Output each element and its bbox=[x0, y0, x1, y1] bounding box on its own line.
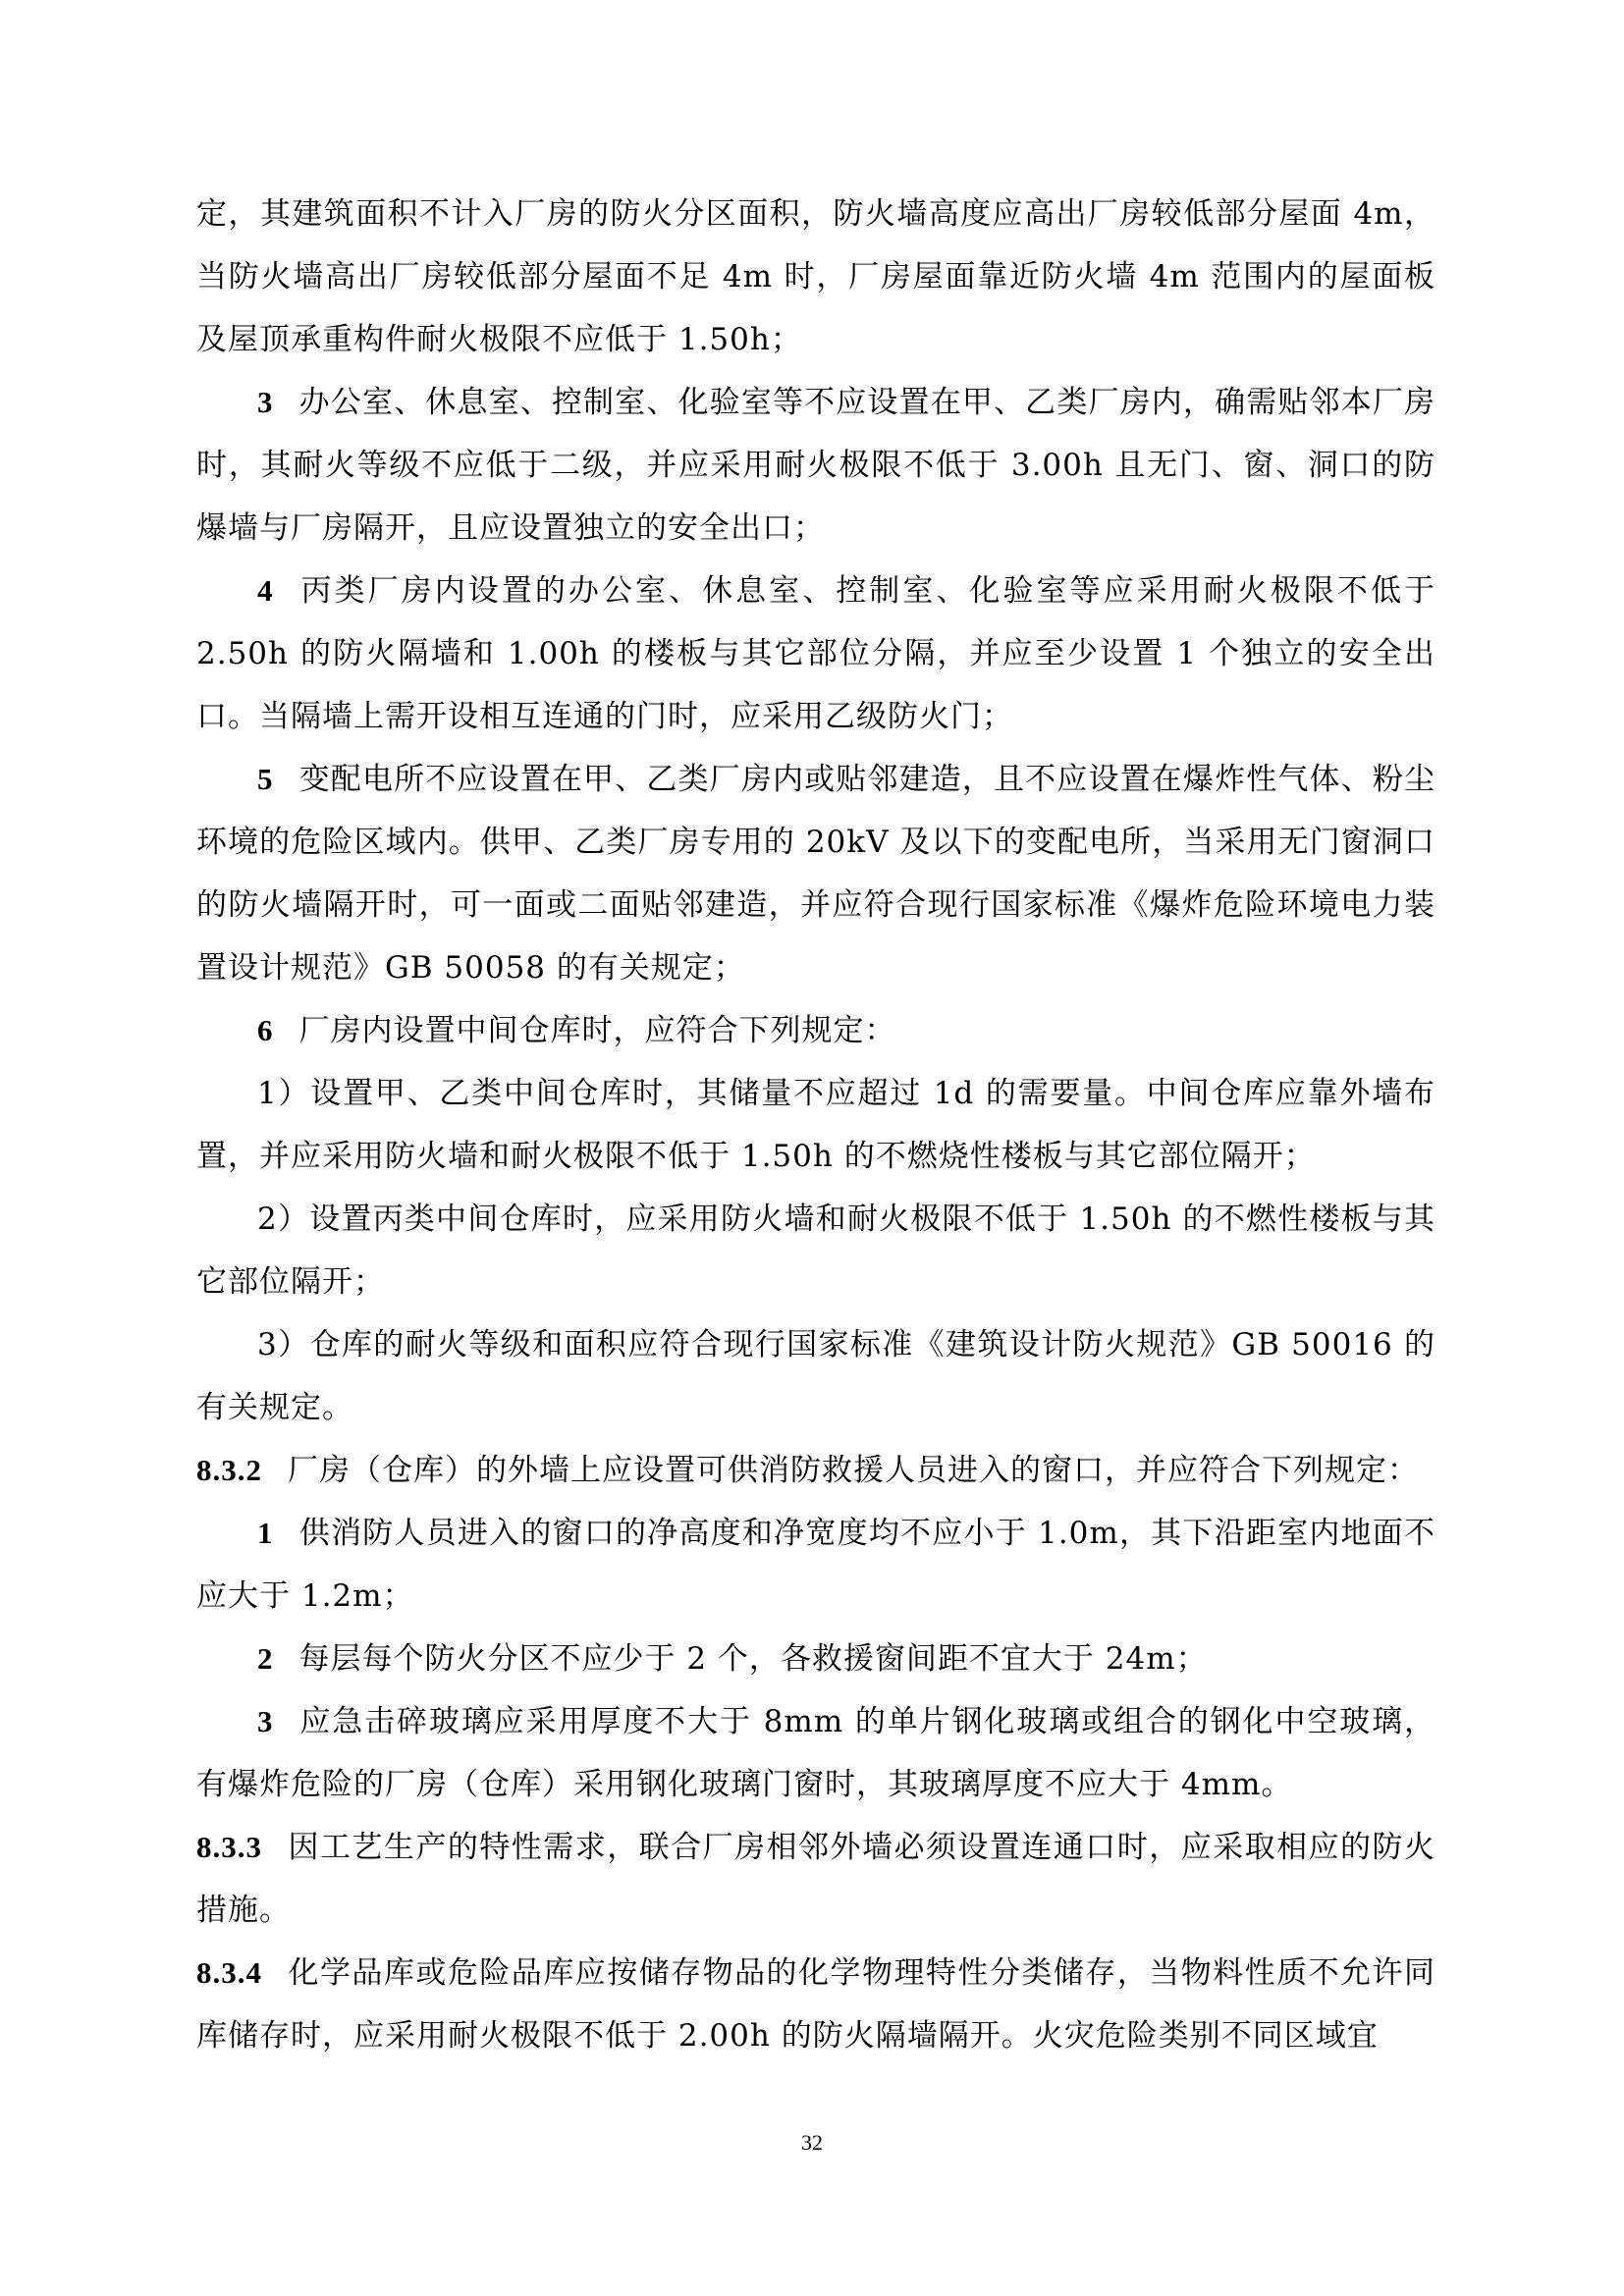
clause-2-rescue-window-count bbox=[196, 1628, 1435, 1690]
section-number: 8.3.3 bbox=[196, 1830, 262, 1864]
clause-number: 1 bbox=[257, 1516, 274, 1550]
clause-text: 应急击碎玻璃应采用厚度不大于 8mm 的单片钢化玻璃或组合的钢化中空玻璃，有爆炸危险的厂房（仓库）采用钢化玻璃门窗时，其玻璃厚度不应大于 4mm。 bbox=[196, 1704, 1435, 1802]
sub-item-text: 1）设置甲、乙类中间仓库时，其储量不应超过 1d 的需要量。中间仓库应靠外墙布置，并应采用防火墙和耐火极限不低于 1.50h 的不燃烧性楼板与其它部位隔开； bbox=[196, 1076, 1435, 1174]
clause-text: 丙类厂房内设置的办公室、休息室、控制室、化验室等应采用耐火极限不低于 2.50h 的防火隔墙和 1.00h 的楼板与其它部位分隔，并应至少设置 1 个独立的安全出口。当隔墙上需开设相互连通的门时，应采用乙级防火门； bbox=[196, 573, 1435, 734]
section-8-3-3 bbox=[196, 1816, 1435, 1942]
section-text: 因工艺生产的特性需求，联合厂房相邻外墙必须设置连通口时，应采取相应的防火措施。 bbox=[196, 1830, 1435, 1928]
sub-item-2 bbox=[196, 1188, 1435, 1313]
clause-number: 5 bbox=[257, 762, 274, 796]
section-8-3-2 bbox=[196, 1439, 1435, 1502]
clause-text: 变配电所不应设置在甲、乙类厂房内或贴邻建造，且不应设置在爆炸性气体、粉尘环境的危险区域内。供甲、乙类厂房专用的 20kV 及以下的变配电所，当采用无门窗洞口的防火墙隔开时，可一面或二面贴邻建造，并应符合现行国家标准《爆炸危险环境电力装置设计规范》GB 50058 的有关规定； bbox=[196, 762, 1435, 986]
clause-number: 3 bbox=[257, 385, 274, 419]
section-text: 化学品库或危险品库应按储存物品的化学物理特性分类储存，当物料性质不允许同库储存时，应采用耐火极限不低于 2.00h 的防火隔墙隔开。火灾危险类别不同区域宜 bbox=[196, 1955, 1435, 2054]
page-number: 32 bbox=[801, 2130, 823, 2155]
clause-text: 厂房内设置中间仓库时，应符合下列规定： bbox=[298, 1013, 896, 1048]
clause-1-rescue-window-size bbox=[196, 1502, 1435, 1628]
clause-number: 6 bbox=[257, 1013, 274, 1047]
paragraph-continuation bbox=[196, 183, 1435, 371]
clause-3-tempered-glass bbox=[196, 1690, 1435, 1816]
sub-item-3 bbox=[196, 1313, 1435, 1439]
clause-6-intermediate-warehouse bbox=[196, 999, 1435, 1062]
clause-text: 每层每个防火分区不应少于 2 个，各救援窗间距不宜大于 24m； bbox=[298, 1641, 1208, 1677]
clause-number: 3 bbox=[257, 1704, 274, 1738]
clause-3-office-rooms bbox=[196, 371, 1435, 560]
clause-4-class-c-offices bbox=[196, 560, 1435, 748]
clause-5-substation bbox=[196, 748, 1435, 999]
clause-number: 2 bbox=[257, 1641, 274, 1676]
section-8-3-4 bbox=[196, 1942, 1435, 2067]
paragraph-text: 定，其建筑面积不计入厂房的防火分区面积，防火墙高度应高出厂房较低部分屋面 4m，当防火墙高出厂房较低部分屋面不足 4m 时，厂房屋面靠近防火墙 4m 范围内的屋面板及屋顶承重构件耐火极限不应低于 1.50h； bbox=[196, 196, 1435, 357]
section-text: 厂房（仓库）的外墙上应设置可供消防救援人员进入的窗口，并应符合下列规定： bbox=[288, 1453, 1419, 1488]
sub-item-text: 2）设置丙类中间仓库时，应采用防火墙和耐火极限不低于 1.50h 的不燃性楼板与其它部位隔开； bbox=[196, 1201, 1435, 1300]
section-number: 8.3.4 bbox=[196, 1955, 262, 1990]
sub-item-text: 3）仓库的耐火等级和面积应符合现行国家标准《建筑设计防火规范》GB 50016 的有关规定。 bbox=[196, 1327, 1435, 1425]
sub-item-1 bbox=[196, 1062, 1435, 1188]
clause-text: 供消防人员进入的窗口的净高度和净宽度均不应小于 1.0m，其下沿距室内地面不应大于 1.2m； bbox=[196, 1516, 1435, 1614]
clause-text: 办公室、休息室、控制室、化验室等不应设置在甲、乙类厂房内，确需贴邻本厂房时，其耐火等级不应低于二级，并应采用耐火极限不低于 3.00h 且无门、窗、洞口的防爆墙与厂房隔开，且应设置独立的安全出口； bbox=[196, 385, 1435, 546]
clause-number: 4 bbox=[257, 573, 274, 608]
page-body bbox=[196, 183, 1435, 2067]
section-number: 8.3.2 bbox=[196, 1453, 262, 1487]
